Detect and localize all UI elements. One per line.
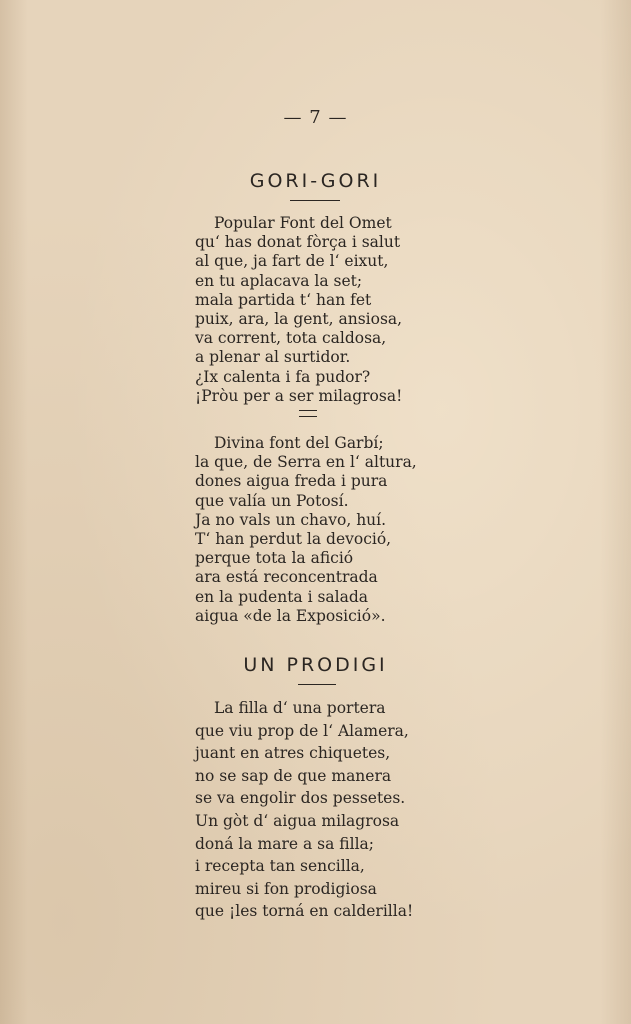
verse-line: i recepta tan sencilla, bbox=[195, 857, 365, 876]
verse-line: no se sap de que manera bbox=[195, 766, 392, 785]
poem-title-un-prodigi: UN PRODIGI bbox=[243, 654, 388, 676]
verse-line: que viu prop de l‘ Alamera, bbox=[195, 721, 409, 740]
verse-line: juant en atres chiquetes, bbox=[195, 744, 391, 763]
verse-line: se va engolir dos pessetes. bbox=[195, 789, 406, 808]
verse-line: Ja no vals un chavo, huí. bbox=[195, 510, 387, 529]
verse-line: mireu si fon prodigiosa bbox=[195, 879, 377, 898]
verse-line: dones aigua freda i pura bbox=[195, 472, 388, 491]
verse-line: Un gòt d‘ aigua milagrosa bbox=[195, 811, 400, 830]
verse-line: al que, ja fart de l‘ eixut, bbox=[195, 252, 389, 271]
verse-line: que ¡les torná en calderilla! bbox=[195, 902, 414, 921]
verse-line: ara está reconcentrada bbox=[195, 568, 378, 587]
verse-line: va corrent, tota caldosa, bbox=[195, 329, 387, 348]
verse-line: ¡Pròu per a ser milagrosa! bbox=[195, 386, 403, 405]
poem-title-gori-gori: GORI-GORI bbox=[249, 170, 382, 192]
verse-line: ¿Ix calenta i fa pudor? bbox=[195, 367, 371, 386]
verse-line: mala partida t‘ han fet bbox=[195, 290, 372, 309]
poem1-stanza1 bbox=[195, 214, 402, 406]
poem2-stanza1 bbox=[195, 697, 413, 923]
verse-line: Divina font del Garbí; bbox=[214, 434, 384, 452]
title-underline bbox=[290, 200, 340, 201]
verse-line: que valía un Potosí. bbox=[195, 491, 349, 510]
page-number: — 7 — bbox=[283, 107, 348, 128]
verse-line: puix, ara, la gent, ansiosa, bbox=[195, 310, 403, 329]
stanza-separator bbox=[299, 410, 317, 417]
verse-line: la que, de Serra en l‘ altura, bbox=[195, 453, 417, 472]
poem1-stanza2 bbox=[195, 434, 417, 626]
verse-line: doná la mare a sa filla; bbox=[195, 834, 374, 853]
verse-line: en la pudenta i salada bbox=[195, 587, 369, 606]
verse-line: qu‘ has donat fòrça i salut bbox=[195, 233, 401, 252]
verse-line: La filla d‘ una portera bbox=[214, 699, 386, 717]
verse-line: Popular Font del Omet bbox=[214, 214, 392, 232]
verse-line: en tu aplacava la set; bbox=[195, 271, 363, 290]
verse-line: a plenar al surtidor. bbox=[195, 348, 351, 367]
title-underline bbox=[298, 684, 336, 685]
verse-line: perque tota la afició bbox=[195, 549, 354, 568]
verse-line: aigua «de la Exposició». bbox=[195, 606, 386, 625]
verse-line: T‘ han perdut la devoció, bbox=[195, 530, 392, 549]
